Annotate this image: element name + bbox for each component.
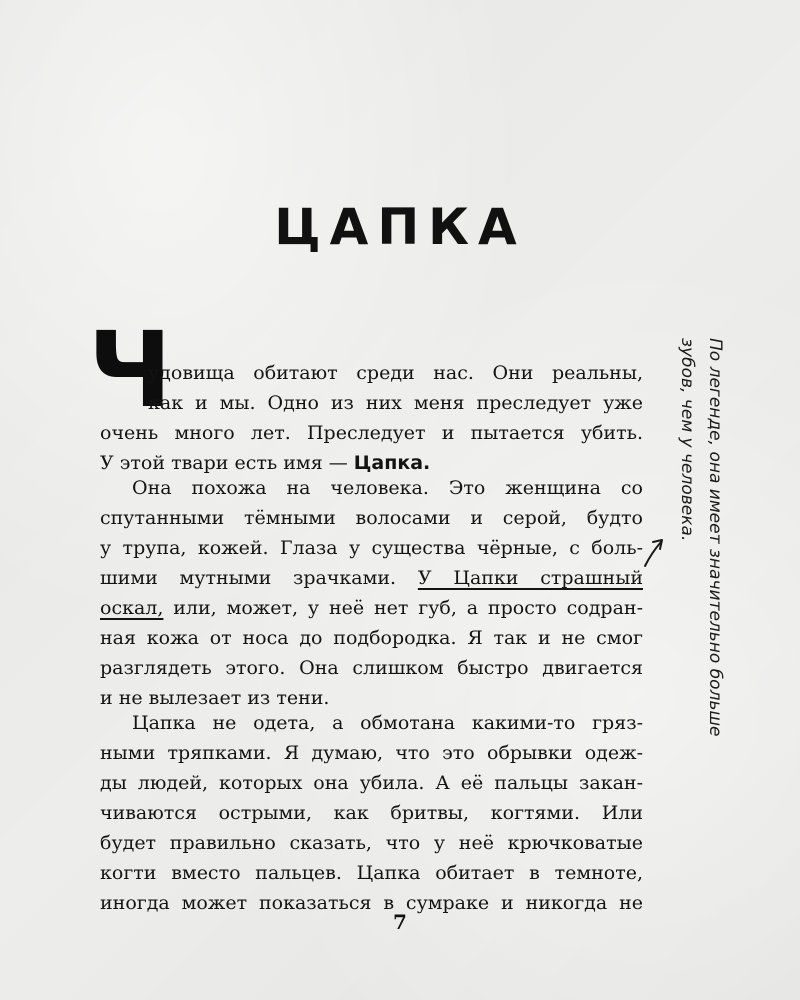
text-segment: У этой твари есть имя —: [100, 452, 354, 474]
underlined-phrase: У Цапки страшный: [417, 567, 643, 589]
text-line: [100, 563, 643, 593]
text-line: Цапка не одета, а обмотана какими-то гряз-: [132, 712, 643, 734]
underlined-phrase: оскал,: [100, 597, 164, 619]
text-line: ная кожа от носа до подбородка. Я так и не смог: [100, 627, 643, 649]
page-number: 7: [393, 910, 407, 934]
text-line: Она похожа на человека. Это женщина со: [132, 477, 643, 499]
monster-name: Цапка.: [353, 452, 431, 474]
text-line: ными тряпками. Я думаю, что это обрывки одеж-: [100, 742, 643, 764]
text-line: как и мы. Одно из них меня преследует уже: [148, 392, 643, 414]
margin-note-line: По легенде, она имеет значительно больше: [705, 338, 725, 737]
text-line: у трупа, кожей. Глаза у существа чёрные, с боль-: [100, 537, 643, 559]
text-line: спутанными тёмными волосами и серой, будто: [100, 507, 643, 529]
text-line: [100, 593, 643, 623]
text-line: иногда может показаться в сумраке и никогда не: [100, 892, 643, 914]
text-line: удовища обитают среди нас. Они реальны,: [148, 362, 643, 384]
text-segment: или, может, у неё нет губ, а просто содран-: [163, 597, 643, 619]
margin-note-line: зубов, чем у человека.: [677, 338, 697, 542]
text-line: будет правильно сказать, что у неё крючковатые: [100, 832, 643, 854]
chapter-title: ЦАПКА: [274, 198, 526, 256]
text-line: и не вылезает из тени.: [100, 687, 330, 709]
text-segment: шими мутными зрачками.: [100, 567, 418, 589]
text-line: разглядеть этого. Она слишком быстро двигается: [100, 657, 643, 679]
margin-note: [669, 338, 729, 737]
text-line: когти вместо пальцев. Цапка обитает в темноте,: [100, 862, 643, 884]
drop-cap: Ч: [88, 309, 173, 431]
text-line: чиваются острыми, как бритвы, когтями. Или: [100, 802, 643, 824]
text-line: ды людей, которых она убила. А её пальцы закан-: [100, 772, 643, 794]
arrow-icon: [641, 536, 667, 570]
text-line: очень много лет. Преследует и пытается убить.: [100, 422, 643, 444]
